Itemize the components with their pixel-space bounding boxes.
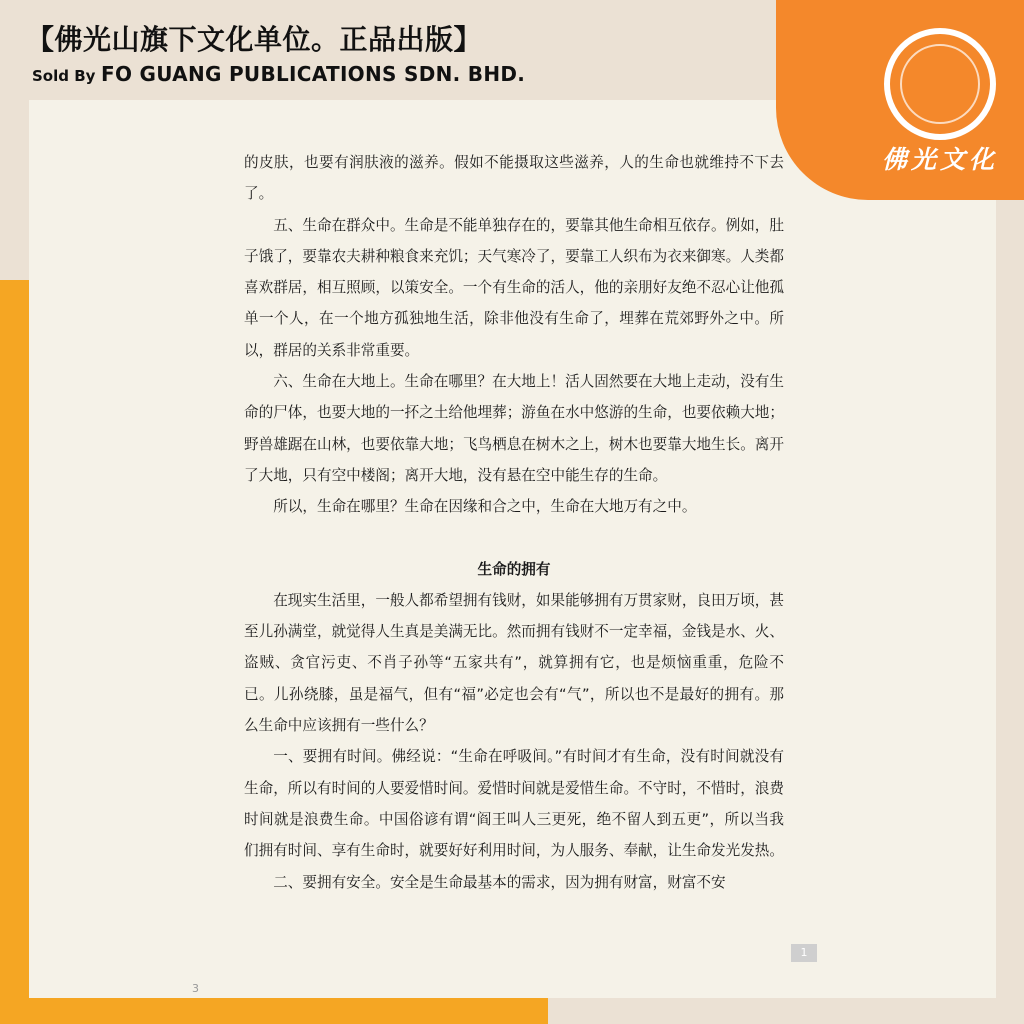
paragraph: 的皮肤，也要有润肤液的滋养。假如不能摄取这些滋养，人的生命也就维持不下去了。: [244, 154, 784, 203]
page-number: 3: [192, 982, 199, 995]
sold-by-label: Sold By: [32, 67, 96, 85]
page-marker-badge: 1: [791, 944, 817, 962]
publisher-name: FO GUANG PUBLICATIONS SDN. BHD.: [101, 62, 526, 86]
paragraph: 在现实生活里，一般人都希望拥有钱财，如果能够拥有万贯家财，良田万顷，甚至儿孙满堂，就觉得人生真是美满无比。然而拥有钱财不一定幸福，金钱是水、火、盗贼、贪官污吏、不肖子孙等“五家共有”，就算拥有它，也是烦恼重重，危险不已。儿孙绕膝，虽是福气，但有“福”必定也会有“气”，所以也不是最好的拥有。那么生命中应该拥有一些什么？: [244, 591, 784, 735]
paragraph: 二、要拥有安全。安全是生命最基本的需求，因为拥有财富，财富不安: [273, 873, 726, 891]
brand-corner: [776, 0, 1024, 200]
banner-title: 【佛光山旗下文化单位。正品出版】: [26, 23, 483, 56]
section-title: 生命的拥有: [477, 560, 551, 578]
paragraph: 六、生命在大地上。生命在哪里？在大地上！活人固然要在大地上走动，没有生命的尸体，也要大地的一抔之土给他埋葬；游鱼在水中悠游的生命，也要依赖大地；野兽雄踞在山林，也要依靠大地；飞鸟栖息在树木之上，树木也要靠大地生长。离开了大地，只有空中楼阁；离开大地，没有悬在空中能生存的生命。: [244, 373, 784, 484]
logo-inner-ring-icon: [900, 44, 980, 124]
paragraph: 五、生命在群众中。生命是不能单独存在的，要靠其他生命相互依存。例如，肚子饿了，要靠农夫耕种粮食来充饥；天气寒冷了，要靠工人织布为衣来御寒。人类都喜欢群居，相互照顾，以策安全。一个有生命的活人，他的亲朋好友绝不忍心让他孤单一个人，在一个地方孤独地生活，除非他没有生命了，埋葬在荒郊野外之中。所以，群居的关系非常重要。: [244, 216, 784, 359]
paragraph: 一、要拥有时间。佛经说：“生命在呼吸间。”有时间才有生命，没有时间就没有生命，所以有时间的人要爱惜时间。爱惜时间就是爱惜生命。不守时，不惜时，浪费时间就是浪费生命。中国俗谚有谓“阎王叫人三更死，绝不留人到五更”，所以当我们拥有时间、享有生命时，就要好好利用时间，为人服务、奉献，让生命发光发热。: [244, 748, 784, 860]
logo-ring-icon: [884, 28, 996, 140]
paragraph: 所以，生命在哪里？生命在因缘和合之中，生命在大地万有之中。: [273, 498, 697, 516]
bottom-accent-band: [0, 996, 548, 1024]
section-spacer: [244, 523, 784, 554]
logo-text: 佛光文化: [881, 145, 998, 174]
banner-subtitle: [32, 62, 525, 86]
document-body: [244, 147, 784, 898]
